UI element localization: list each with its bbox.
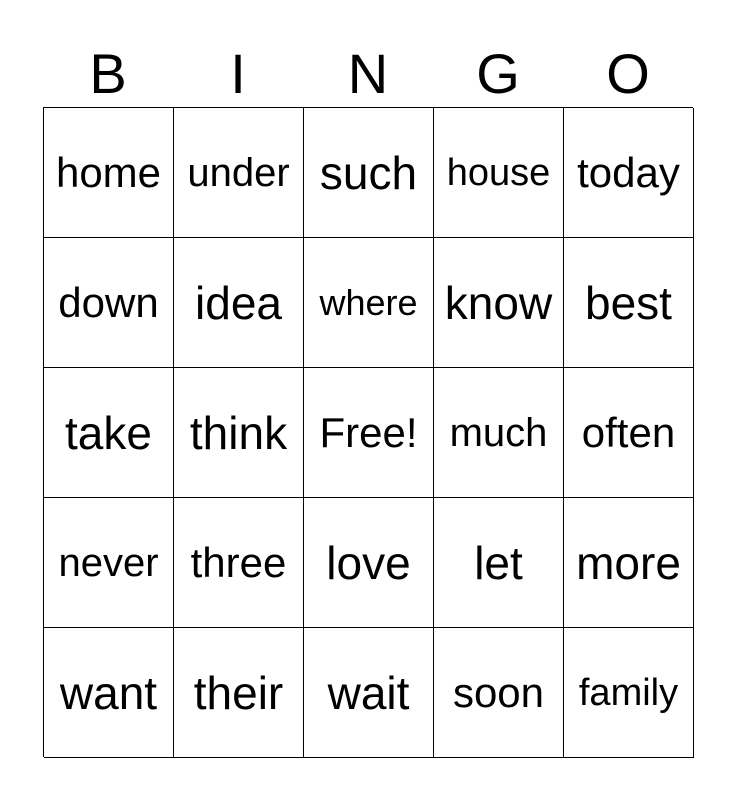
bingo-cell[interactable]: let	[434, 498, 564, 628]
bingo-board	[43, 107, 693, 757]
bingo-cell[interactable]: today	[564, 108, 694, 238]
header-letter-g: G	[476, 42, 520, 105]
header-letter-b: B	[89, 42, 127, 105]
bingo-cell[interactable]: down	[44, 238, 174, 368]
bingo-cell[interactable]: take	[44, 368, 174, 498]
bingo-cell[interactable]: their	[174, 628, 304, 758]
bingo-cell[interactable]: wait	[304, 628, 434, 758]
bingo-cell[interactable]: want	[44, 628, 174, 758]
free-space-cell[interactable]: Free!	[304, 368, 434, 498]
bingo-cell[interactable]: never	[44, 498, 174, 628]
bingo-cell[interactable]: more	[564, 498, 694, 628]
bingo-cell[interactable]: home	[44, 108, 174, 238]
header-letter-n: N	[347, 42, 389, 105]
bingo-cell[interactable]: much	[434, 368, 564, 498]
bingo-cell[interactable]: house	[434, 108, 564, 238]
bingo-cell[interactable]: such	[304, 108, 434, 238]
bingo-cell[interactable]: often	[564, 368, 694, 498]
bingo-cell[interactable]: know	[434, 238, 564, 368]
bingo-cell[interactable]: where	[304, 238, 434, 368]
bingo-cell[interactable]: best	[564, 238, 694, 368]
bingo-cell[interactable]: love	[304, 498, 434, 628]
bingo-cell[interactable]: family	[564, 628, 694, 758]
bingo-cell[interactable]: idea	[174, 238, 304, 368]
bingo-header	[43, 40, 693, 108]
header-letter-o: O	[606, 42, 650, 105]
bingo-cell[interactable]: under	[174, 108, 304, 238]
bingo-cell[interactable]: three	[174, 498, 304, 628]
bingo-cell[interactable]: think	[174, 368, 304, 498]
bingo-cell[interactable]: soon	[434, 628, 564, 758]
header-letter-i: I	[230, 42, 246, 105]
